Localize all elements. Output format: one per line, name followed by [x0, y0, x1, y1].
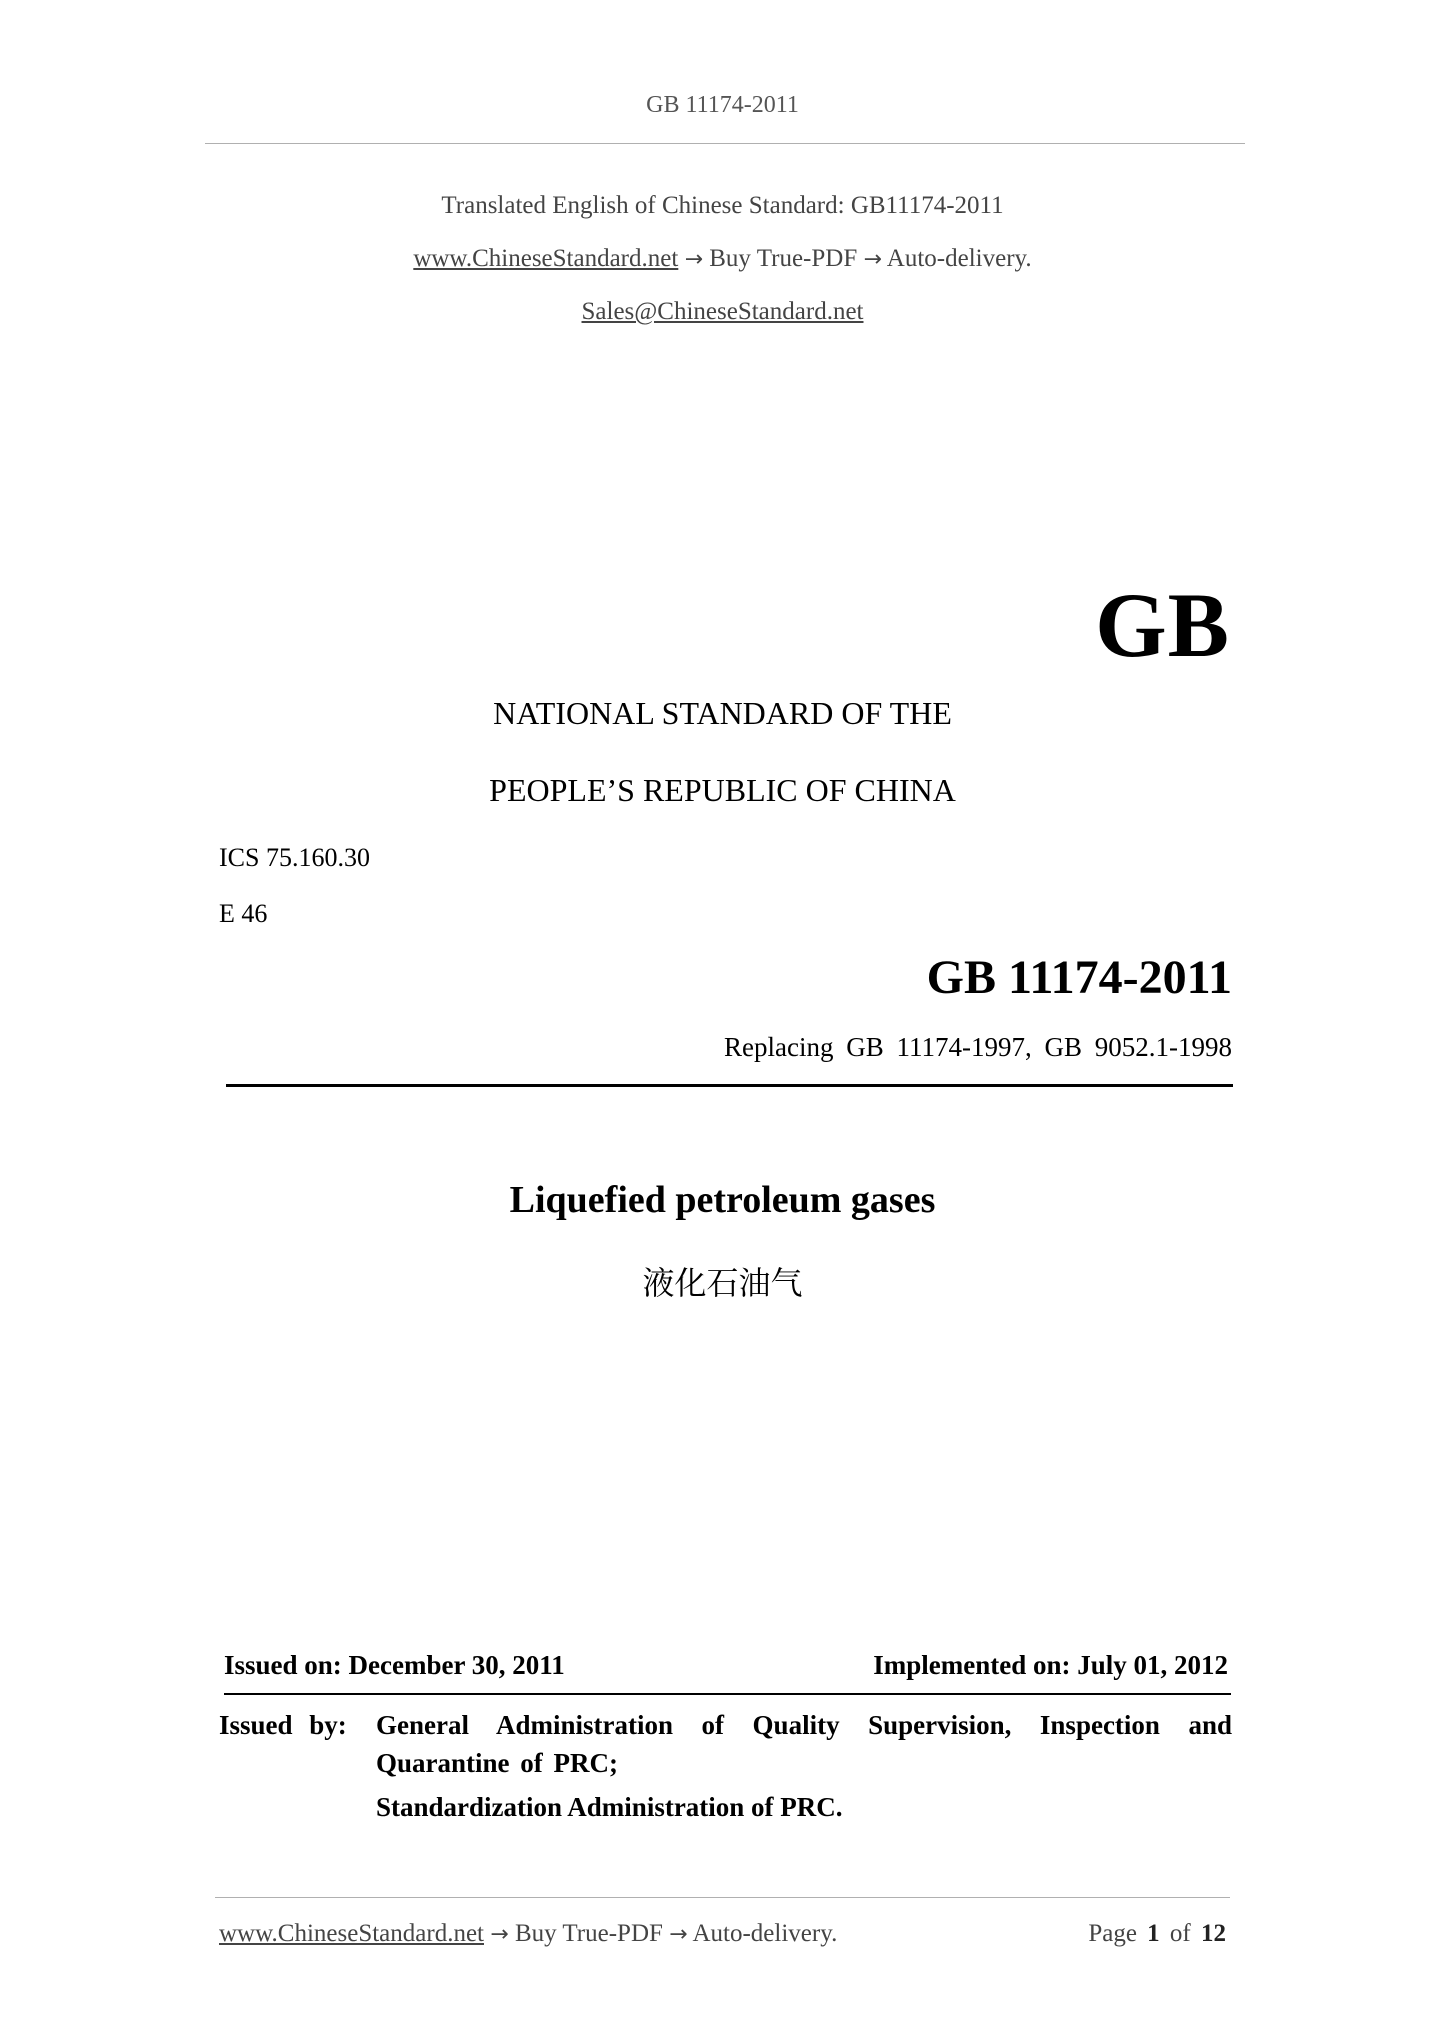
ccs-code: E 46 [219, 899, 268, 928]
replacing-note: Replacing GB 11174-1997, GB 9052.1-1998 [724, 1032, 1232, 1062]
dates-divider [224, 1693, 1231, 1695]
title-english: Liquefied petroleum gases [509, 1179, 936, 1221]
arrow-right-icon: → [669, 1922, 688, 1947]
header-divider [205, 143, 1245, 144]
issued-by-authority-2: Standardization Administration of PRC. [376, 1792, 843, 1822]
arrow-right-icon: → [684, 247, 703, 272]
buy-text: Buy True-PDF [709, 245, 858, 272]
arrow-right-icon: → [490, 1922, 509, 1947]
implemented-on-date: Implemented on: July 01, 2012 [873, 1650, 1228, 1680]
standard-number: GB 11174-2011 [926, 951, 1232, 1004]
national-standard-line-2: PEOPLE’S REPUBLIC OF CHINA [489, 772, 956, 808]
site-link[interactable]: www.ChineseStandard.net [413, 245, 679, 272]
footer-divider [215, 1897, 1230, 1898]
title-chinese: 液化石油气 [642, 1264, 803, 1302]
page-total: 12 [1201, 1920, 1226, 1947]
arrow-right-icon: → [863, 247, 882, 272]
footer-site-link[interactable]: www.ChineseStandard.net [219, 1920, 484, 1947]
delivery-text: Auto-delivery. [886, 245, 1032, 272]
running-header: GB 11174-2011 [646, 92, 799, 118]
page-current: 1 [1147, 1920, 1160, 1947]
email-line [0, 298, 1445, 326]
issued-by-label: Issued by: [219, 1710, 347, 1740]
national-standard-line-1: NATIONAL STANDARD OF THE [493, 695, 952, 731]
ics-code: ICS 75.160.30 [219, 843, 370, 872]
issued-on-date: Issued on: December 30, 2011 [224, 1650, 565, 1680]
page-indicator [1088, 1920, 1226, 1948]
purchase-banner [0, 245, 1445, 273]
page-word: Page [1088, 1920, 1137, 1947]
of-word: of [1169, 1920, 1191, 1947]
issued-by-authority-1: General Administration of Quality Supervision, Inspection and Quarantine of PRC; [376, 1710, 1232, 1778]
footer-delivery-text: Auto-delivery. [692, 1920, 838, 1947]
footer-buy-text: Buy True-PDF [514, 1920, 663, 1947]
translation-notice: Translated English of Chinese Standard: GB11174-2011 [441, 192, 1004, 219]
email-link[interactable]: Sales@ChineseStandard.net [581, 298, 864, 325]
gb-logo: GB [1095, 574, 1230, 676]
footer-purchase-line [219, 1920, 837, 1948]
title-divider [226, 1084, 1233, 1087]
